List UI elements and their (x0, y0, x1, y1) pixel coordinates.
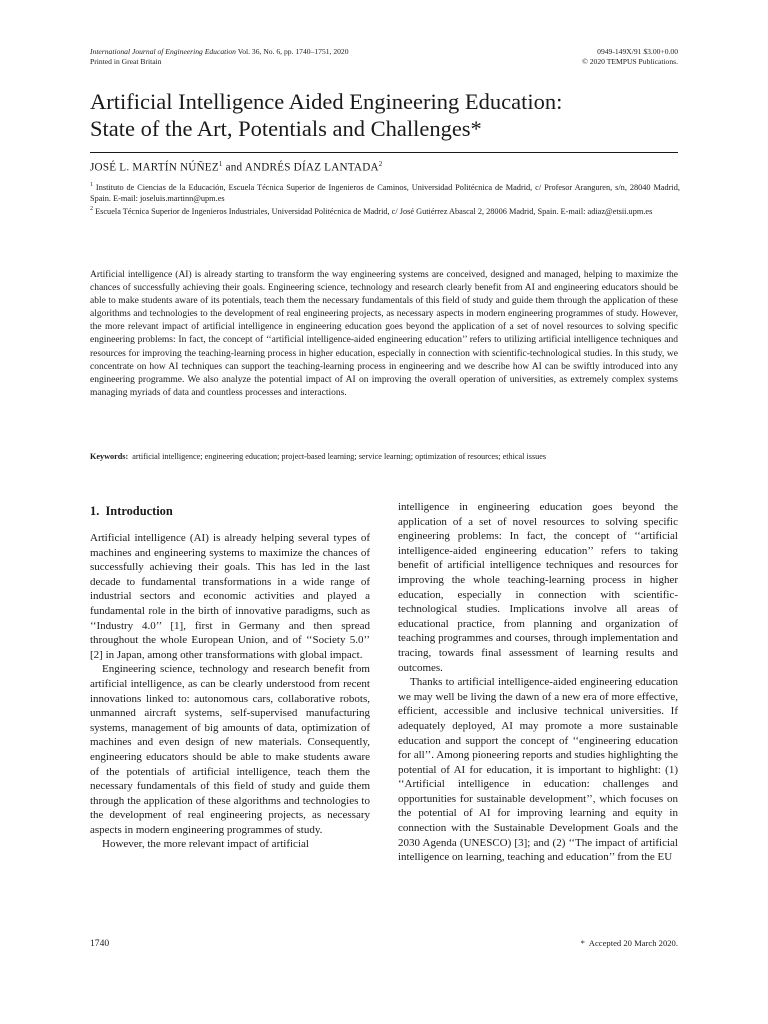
authors (90, 160, 382, 174)
author-conjunction: and (222, 161, 245, 174)
keywords-text: artificial intelligence; engineering education; project-based learning; service learning; optimization of resources; ethical issues (128, 452, 547, 461)
journal-citation (90, 47, 349, 57)
price-info (582, 47, 678, 67)
title-divider (90, 152, 678, 153)
affiliation-2-text: Escuela Técnica Superior de Ingenieros Industriales, Universidad Politécnica de Madrid, c/ José Gutiérrez Abascal 2, 28006 Madrid, Spain. E-mail: adiaz@etsii.upm.es (93, 207, 653, 217)
paragraph: Artificial intelligence (AI) is already helping several types of machines and engineering systems to maximize the chances of successfully achieving their goals. This has led in the last decade to fundamental transformations in a wide range of industrial sectors and economic activities and played a fundamental role in the birth of innovative paradigms, such as ‘‘Industry 4.0’’ [1], first in Germany and then spread throughout the whole European Union, and of ‘‘Society 5.0’’ [2] in Japan, among other transformations with global impact. (90, 532, 370, 661)
author-2-affil-mark: 2 (378, 160, 383, 168)
affiliation-1-text: Instituto de Ciencias de la Educación, Escuela Técnica Superior de Ingenieros de Caminos, Universidad Politécnica de Madrid, c/ Profesor Aranguren, s/n, 28040 Madrid, Spain. E-mail: joseluis.martinn@upm.es (90, 182, 680, 203)
section-heading-introduction: 1. Introduction (90, 504, 173, 518)
author-1: JOSÉ L. MARTÍN NÚÑEZ (90, 161, 219, 174)
paragraph: Thanks to artificial intelligence-aided engineering education we may well be living the dawn of a new era of more effective, efficient, accessible and inclusive technical universities. If adequately deployed, AI may promote a more sustainable education and support the concept of ‘‘engineering education for all’’. Among pioneering reports and studies highlighting the potential of AI for education, it is important to highlight: (1) ‘‘Artificial intelligence in education: challenges and opportunities for sustainable development’’, which focuses on the potential of AI for improving learning and equity in connection with the Sustainable Development Goals and the 2030 Agenda (UNESCO) [3]; and (2) ‘‘The impact of artificial intelligence on learning, teaching and education’’ from the EU (398, 676, 678, 864)
author-2: ANDRÉS DÍAZ LANTADA (244, 161, 379, 174)
journal-details: Vol. 36, No. 6, pp. 1740–1751, 2020 (235, 47, 349, 56)
issn-price: 0949-149X/91 $3.00+0.00 (597, 47, 678, 56)
keywords (90, 451, 678, 462)
affiliation-2 (90, 204, 680, 218)
affiliations (90, 180, 680, 218)
paragraph: Engineering science, technology and research benefit from artificial intelligence, as can be clearly understood from recent innovations linked to: autonomous cars, collaborative robots, unmanned aircraft systems, self-supervised manufacturing systems, management of big amounts of data, optimization of machines and even design of new materials. Consequently, engineering educators should be able to make students aware of the potentials of artificial intelligence, teach them the necessary fundamentals of this field of study and guide them through the application of these algorithms and technologies to the development of real engineering projects, as necessary aspects in modern engineering programmes of study. (90, 663, 370, 836)
author-1-affil-mark: 1 (218, 160, 223, 168)
paragraph: However, the more relevant impact of artificial (102, 838, 309, 851)
body-column-left (90, 500, 370, 852)
affiliation-1-mark: 1 (90, 182, 93, 188)
keywords-label: Keywords: (90, 452, 129, 461)
journal-info (90, 47, 349, 67)
affiliation-2-mark: 2 (90, 206, 93, 213)
accepted-date-footnote: * Accepted 20 March 2020. (580, 938, 678, 948)
paper-title (90, 88, 680, 142)
body-column-right (398, 500, 678, 865)
printed-location: Printed in Great Britain (90, 57, 162, 66)
copyright: © 2020 TEMPUS Publications. (582, 57, 678, 66)
journal-name: International Journal of Engineering Education (90, 47, 236, 56)
title-line-2: State of the Art, Potentials and Challenges* (90, 116, 482, 141)
page-number: 1740 (90, 938, 110, 949)
affiliation-1 (90, 180, 680, 204)
paragraph: intelligence in engineering education goes beyond the application of a set of novel resources to solving specific engineering problems: In fact, the concept of ‘‘artificial intelligence-aided engineering education’’ refers to taking benefit of artificial intelligence techniques and resources for improving the whole teaching-learning process in higher education, especially in connection with scientific-technological studies. Implications involve all areas of educational practice, from planning and organization of teaching programmes and courses, through implementation and tracing, towards final assessment of learning results and outcomes. (398, 501, 678, 674)
title-line-1: Artificial Intelligence Aided Engineering Education: (90, 89, 563, 114)
abstract: Artificial intelligence (AI) is already starting to transform the way engineering systems are conceived, designed and managed, helping to maximize the chances of successfully achieving their goals. Engineering science, technology and research clearly benefit from AI and engineering educators should be able to make students aware of its potentials, teach them the necessary fundamentals of this field of study and guide them through the application of these algorithms and technologies to the development of real engineering projects, as necessary aspects in modern engineering programmes of study. However, the more relevant impact of artificial intelligence in engineering education goes beyond the application of a set of novel resources to solving specific engineering problems: In fact, the concept of ‘‘artificial intelligence-aided engineering education’’ refers to utilizing artificial intelligence techniques and resources for improving the teaching-learning process in higher education, especially in connection with scientific-technological studies. In this study, we concentrate on how AI techniques can support the teaching-learning process in engineering and we describe how AI can be swiftly introduced into any engineering programme. We also analyze the potential impact of AI on improving the overall operation of universities, as extremely complex systems managing myriads of data and countless processes and interactions. (90, 270, 678, 398)
